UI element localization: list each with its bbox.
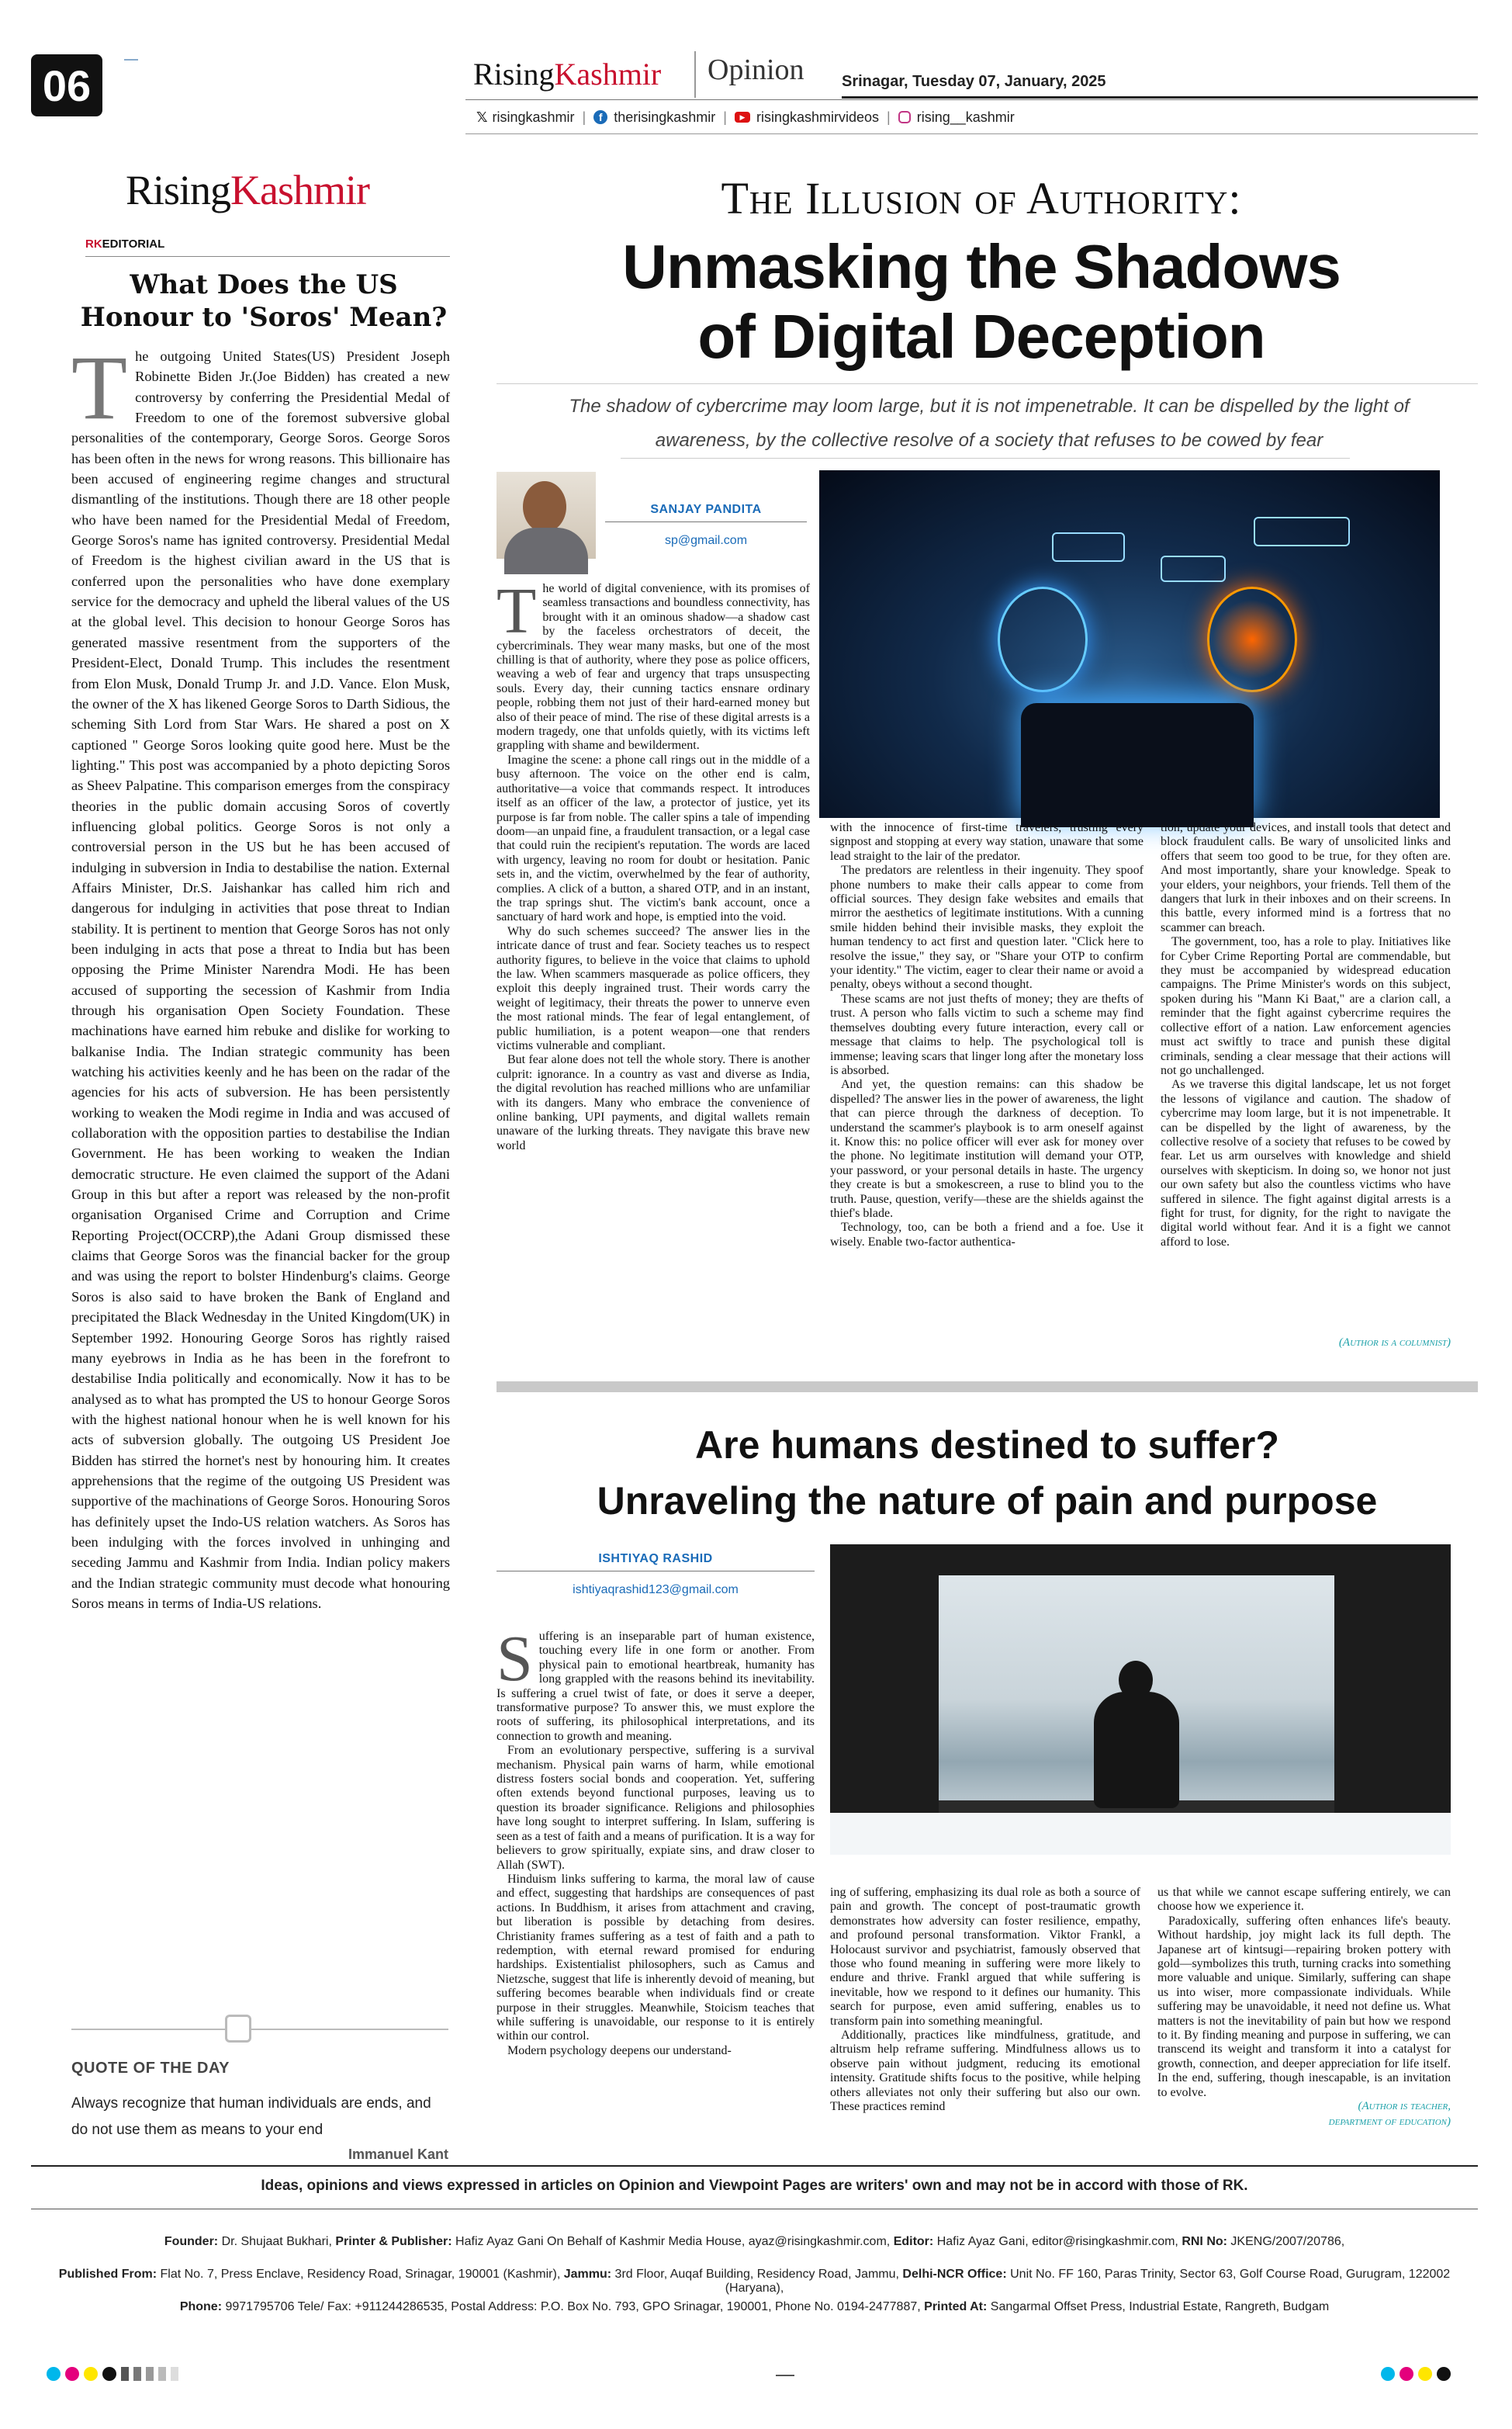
- editorial-tag: [85, 237, 164, 251]
- facebook-icon[interactable]: f: [593, 110, 607, 124]
- image-head-right: [1207, 587, 1297, 692]
- article1-dropcap: T: [497, 575, 537, 647]
- article2-email[interactable]: ishtiyaqrashid123@gmail.com: [573, 1583, 739, 1596]
- color-swatch: [47, 2367, 61, 2381]
- social-bar: [476, 106, 1015, 129]
- image-bubble: [1052, 532, 1125, 562]
- editorial-tag-rule: [85, 256, 450, 257]
- article1-paragraph: Imagine the scene: a phone call rings out in the middle of a busy afternoon. The voice on the other end is calm, authoritative—a voice that commands respect. It introduces itself as an officer of the law, a protector of justice, yet its purpose is far from noble. The caller spins a tale of impending doom—an unpaid fine, a fraudulent transaction, or a legal case that could ruin the recipient's reputation. The words are laced with urgency, leaving no room for doubt or hesitation. Panic sets in, and the victim, overwhelmed by the fear of authority, complies. A click of a button, a shared OTP, and in an instant, the trap springs shut. The victim's bank account, once a sanctuary of hard work and hope, is emptied into the void.: [497, 753, 810, 924]
- header-double-rule: [842, 96, 1478, 99]
- quote-heading: QUOTE OF THE DAY: [71, 2060, 230, 2077]
- article2-col2: [830, 1886, 1140, 2114]
- article2-paragraph: us that while we cannot escape suffering entirely, we can choose how we experience it.: [1157, 1886, 1451, 1914]
- imprint-text: 3rd Floor, Auqaf Building, Residency Road, Jammu,: [614, 2268, 899, 2281]
- article2-note-line2: department of education): [1328, 2115, 1451, 2128]
- article1-standfirst: The shadow of cybercrime may loom large, but it is not impenetrable. It can be dispelled by the light of awareness, by the collective resolve of a society that refuses to be cowed by fear: [569, 396, 1410, 451]
- standfirst-bottom-rule: [621, 458, 1350, 459]
- color-swatch: [1400, 2367, 1413, 2381]
- article2-note-line1: (Author is teacher,: [1358, 2100, 1451, 2112]
- article1-paragraph: Technology, too, can be both a friend and a foe. Use it wisely. Enable two-factor authentica-: [830, 1221, 1144, 1249]
- header-bottom-rule: [465, 133, 1478, 134]
- instagram-icon[interactable]: [898, 111, 911, 123]
- author-photo-body: [504, 528, 588, 574]
- color-swatch: [102, 2367, 116, 2381]
- article1-paragraph: But fear alone does not tell the whole story. There is another culprit: ignorance. In a country as vast and diverse as India, the digital revolution has reached millions who are unfamiliar with its dangers. Many who embrace the convenience of online banking, UPI payments, and digital wallets remain unaware of the lurking threats. They navigate this brave new world: [497, 1053, 810, 1152]
- separator: |: [723, 109, 727, 125]
- section-name: Opinion: [708, 54, 804, 86]
- imprint-label: RNI No:: [1182, 2235, 1227, 2248]
- color-bar-left: [47, 2367, 178, 2382]
- quote-icon: [225, 2015, 251, 2043]
- window-bar: [939, 1544, 1334, 1575]
- article1-title-line1: Unmasking the Shadows: [622, 232, 1341, 301]
- editorial-title: What Does the US Honour to 'Soros' Mean?: [80, 269, 448, 333]
- color-swatch: [65, 2367, 79, 2381]
- youtube-icon[interactable]: ▶: [735, 112, 750, 123]
- window-frame-left: [830, 1544, 939, 1855]
- quote-author: Immanuel Kant: [348, 2147, 448, 2162]
- imprint-line1: [31, 2235, 1478, 2249]
- imprint-label: Published From:: [58, 2268, 157, 2281]
- article2-title-line2: Unraveling the nature of pain and purpose: [597, 1479, 1378, 1523]
- article1-col3: [1161, 821, 1451, 1333]
- author-photo-head: [523, 481, 566, 532]
- article2-dropcap: S: [497, 1623, 533, 1695]
- section-separator: [497, 1381, 1478, 1392]
- editorial-brand-b: Kashmir: [230, 167, 370, 213]
- article2-title-line1: Are humans destined to suffer?: [695, 1423, 1279, 1467]
- separator: |: [887, 109, 891, 125]
- article2-paragraph: Additionally, practices like mindfulness, gratitude, and altruism help reframe suffering. Mindfulness allows us to observe pain without judgment, reducing its emotional intensity. Gratitude shifts focus to the positive, while helping others alleviates not only their suffering but also our own. These practices remind: [830, 2029, 1140, 2114]
- color-swatch: [1418, 2367, 1432, 2381]
- imprint-text: JKENG/2007/20786,: [1230, 2235, 1345, 2248]
- color-swatch: [121, 2367, 129, 2381]
- color-swatch: [84, 2367, 98, 2381]
- editorial-tag-label: EDITORIAL: [102, 237, 165, 251]
- article1-kicker: The Illusion of Authority:: [721, 173, 1242, 223]
- social-handle-youtube[interactable]: risingkashmirvideos: [756, 109, 880, 125]
- article2-paragraph: uffering is an inseparable part of human existence, touching every life in one form or another. From physical pain to emotional heartbreak, humanity has long grappled with the reasons behind its inevitability. Is suffering a cruel twist of fate, or does it serve a deeper, transformative purpose? To answer this, we must explore the roots of suffering, its philosophical interpretations, and its connection to growth and meaning.: [497, 1630, 815, 1743]
- masthead-divider: [694, 51, 696, 98]
- imprint-text: Hafiz Ayaz Gani, editor@risingkashmir.com,: [936, 2235, 1178, 2248]
- footer-top-rule: [31, 2165, 1478, 2167]
- imprint-text: 9971795706 Tele/ Fax: +911244286535, Postal Address: P.O. Box No. 793, GPO Srinagar, 190001, Phone No. 0194-2477887,: [225, 2300, 921, 2313]
- article1-email[interactable]: sp@gmail.com: [664, 534, 748, 547]
- article2-paragraph: ing of suffering, emphasizing its dual role as both a source of pain and growth. The concept of post-traumatic growth demonstrates how adversity can foster resilience, empathy, and profound personal transformation. Viktor Frankl, a Holocaust survivor and psychiatrist, famously observed that those who found meaning in suffering were more likely to endure and thrive. Frankl argued that while suffering is inevitable, how we respond to it defines our humanity. This search for purpose, even amid suffering, enables us to transform pain into something meaningful.: [830, 1886, 1140, 2028]
- masthead-brand: [473, 56, 661, 92]
- imprint-line3: [31, 2300, 1478, 2314]
- article2-image: [830, 1544, 1451, 1855]
- imprint-line2: [31, 2268, 1478, 2296]
- page-number: 06: [42, 61, 92, 110]
- editorial-brand-a: Rising: [126, 167, 231, 213]
- image-head-left: [998, 587, 1088, 692]
- imprint-label: Printer & Publisher:: [335, 2235, 452, 2248]
- author-photo: [497, 472, 596, 559]
- masthead-brand-b: Kashmir: [554, 57, 662, 92]
- social-handle-facebook[interactable]: therisingkashmir: [614, 109, 716, 125]
- color-swatch: [171, 2367, 178, 2381]
- standfirst-top-rule: [497, 383, 1478, 384]
- window-frame-right: [1334, 1544, 1451, 1855]
- imprint-label: Founder:: [164, 2235, 219, 2248]
- article1-note: (Author is a columnist): [1338, 1336, 1451, 1349]
- image-phone: [1021, 703, 1254, 827]
- disclaimer: Ideas, opinions and views expressed in articles on Opinion and Viewpoint Pages are writers' own and may not be in accord with those of RK.: [261, 2178, 1248, 2194]
- article1-col2: [830, 821, 1144, 1364]
- article1-author: SANJAY PANDITA: [650, 503, 762, 516]
- article2-paragraph: Hinduism links suffering to karma, the moral law of cause and effect, suggesting that hardships are consequences of past actions. In Buddhism, it arises from attachment and craving, but liberation is possible by detaching from desires. Christianity frames suffering as a test of faith and a path to redemption, with eternal reward promised for enduring hardships. Existentialist philosophers, such as Camus and Nietzsche, suggest that life is inherently devoid of meaning, but suffering becomes bearable when individuals find or create purpose in their struggles. Meanwhile, Stoicism teaches that while suffering is unavoidable, our response to it is entirely within our control.: [497, 1872, 815, 2043]
- color-swatch: [133, 2367, 141, 2381]
- editorial-brand: [126, 166, 369, 214]
- editorial-tag-rk: RK: [85, 237, 102, 251]
- author-rule: [605, 521, 807, 522]
- social-handle-instagram[interactable]: rising__kashmir: [916, 109, 1015, 125]
- masthead-brand-a: Rising: [473, 57, 555, 92]
- dateline: Srinagar, Tuesday 07, January, 2025: [842, 73, 1106, 90]
- imprint-text: Flat No. 7, Press Enclave, Residency Road, Srinagar, 190001 (Kashmir),: [160, 2268, 561, 2281]
- imprint-text: Dr. Shujaat Bukhari,: [221, 2235, 332, 2248]
- article2-author: ISHTIYAQ RASHID: [598, 1552, 713, 1565]
- image-bubble: [1254, 517, 1350, 546]
- imprint-label: Jammu:: [563, 2268, 612, 2281]
- article1-paragraph: tion, update your devices, and install tools that detect and block fraudulent calls. Be wary of unsolicited links and offers that seem too good to be true, for they often are. And most importantly, share your knowledge. Speak to your elders, your neighbors, your friends. Tell them of the dangers that lurk in their inboxes and on their screens. In this battle, every informed mind is a fortress that no scammer can breach.: [1161, 821, 1451, 934]
- article1-paragraph: Why do such schemes succeed? The answer lies in the intricate dance of trust and fear. Society teaches us to respect authority figures, to believe in the voice that claims to uphold the law. When scammers masquerade as police officers, they exploit this deeply ingrained trust. Their words carry the weight of legitimacy, their threats the power to unnerve even the most rational minds. The fear of legal entanglement, of public humiliation, is a potent weapon—one that renders victims vulnerable and compliant.: [497, 924, 810, 1052]
- snow-ledge: [830, 1813, 1451, 1855]
- imprint-text: Hafiz Ayaz Gani On Behalf of Kashmir Media House, ayaz@risingkashmir.com,: [455, 2235, 891, 2248]
- quote-text: Always recognize that human individuals are ends, and do not use them as means to your end: [71, 2095, 431, 2138]
- color-swatch: [146, 2367, 154, 2381]
- article1-paragraph: These scams are not just thefts of money; they are thefts of trust. A person who falls victim to such a scheme may find themselves doubting every future interaction, every call or message that claims to help. The psychological toll is immense; leaving scars that linger long after the monetary loss is absorbed.: [830, 992, 1144, 1077]
- color-swatch: [1437, 2367, 1451, 2381]
- article1-paragraph: with the innocence of first-time travelers, trusting every signpost and stopping at every way station, unaware that some lead straight to the lair of the predator.: [830, 821, 1144, 863]
- article1-image: [819, 470, 1440, 818]
- imprint-label: Phone:: [179, 2300, 223, 2313]
- color-swatch: [1381, 2367, 1395, 2381]
- imprint-label: Delhi-NCR Office:: [902, 2268, 1007, 2281]
- registration-mark-bottom: [776, 2375, 794, 2376]
- imprint-label: Printed At:: [924, 2300, 988, 2313]
- page-number-box: [31, 54, 102, 116]
- x-icon[interactable]: 𝕏: [476, 109, 488, 125]
- article2-paragraph: From an evolutionary perspective, suffering is a survival mechanism. Physical pain warns of harm, while emotional distress fosters social bonds and cooperation. Yet, suffering often extends beyond functional purposes, leaving us to question its broader significance. Religions and philosophies have long sought to interpret suffering. In Islam, suffering is seen as a test of faith and a means of purification. It is a way for believers to grow spiritually, expiate sins, and draw closer to Allah (SWT).: [497, 1744, 815, 1872]
- quote-top-rule: [71, 2029, 448, 2030]
- color-swatch: [158, 2367, 166, 2381]
- header-rule-thin: [465, 99, 1478, 100]
- article1-paragraph: As we traverse this digital landscape, let us not forget the lessons of vigilance and caution. The shadow of cybercrime may loom large, but it is not impenetrable. It can be dispelled by the light of awareness, by the collective resolve of a society that refuses to be cowed by fear. Let us arm ourselves with knowledge and shield ourselves with skepticism. In doing so, we honor not just our own safety but also the countless victims who have suffered in silence. The fight against digital arrests is a fight for trust, for dignity, for the right to navigate the digital world without fear. And it is a fight we cannot afford to lose.: [1161, 1078, 1451, 1249]
- article1-paragraph: The predators are relentless in their ingenuity. They spoof phone numbers to make their calls appear to come from official sources. They design fake websites and emails that mirror the aesthetics of legitimate institutions. With a cunning smile hidden behind their invisible masks, they exploit the human tendency to act first and question later. "Click here to resolve the issue," they say, or "Share your OTP to confirm your identity." The victim, eager to clear their name or avoid a penalty, obeys without a second thought.: [830, 864, 1144, 992]
- social-handle-x[interactable]: risingkashmir: [492, 109, 575, 125]
- separator: |: [582, 109, 586, 125]
- editorial-dropcap: T: [71, 337, 128, 438]
- article1-paragraph: The government, too, has a role to play. Initiatives like for Cyber Crime Reporting Portal are commendable, but they must be accompanied by widespread education campaigns. The Prime Minister's words on this subject, spoken during his "Mann Ki Baat," are a clarion call, a reminder that the fight against cybercrime requires the collective effort of a nation. Law enforcement agencies must act swiftly to trace and punish these digital criminals, sending a clear message that their actions will not go unchallenged.: [1161, 935, 1451, 1077]
- imprint-label: Editor:: [893, 2235, 934, 2248]
- editorial-text: he outgoing United States(US) President Joseph Robinette Biden Jr.(Joe Bidden) has created a new controversy by conferring the Presidential Medal of Freedom to one of the foremost subversive global personalities of the contemporary, George Soros. George Soros has been often in the news for wrong reasons. This billionaire has been accused of engineering regime changes and structural dismantling of the institutions. Though there are 18 other people who have been named for the Presidential Medal of Freedom, George Soros's name has ignited controversy. Presidential Medal of Freedom is the highest civilian award in the US that is conferred upon the personalities who have done exemplary service for the democracy and upheld the liberal values of the US at the global level. This decision to honour George Soros has generated massive resentment from the supporters of the President-Elect, Donald Trump. This includes the resentment from Elon Musk, Donald Trump Jr. and J.D. Vance. Elon Musk, the owner of the X has likened George Soros to Darth Sidious, the scheming Sith Lord from Star Wars. He shared a post on X captioned " George Soros looking quite good here. Must be the lighting." This post was accompanied by a photo depicting Soros as Sheev Palpatine. This comparison emerges from the conspiracy theories in the public domain accusing Soros of covertly influencing global politics. George Soros is not only a controversial person in the US but he has been accused of indulging in subversion in India to destabilise the nation. External Affairs Minister, Dr.S. Jaishankar has called him rich and dangerous for indulging in activities that pose threat to Indian stability. It is pertinent to mention that George Soros has not only been indulging in acts that pose a threat to India but has been opposing the Prime Minister Narendra Modi. He has been accused of supporting the secession of Kashmir from India through his organisation Open Society Foundation. These machinations have earned him rebuke and dislike for working to balkanise India. The Indian strategic community has been watching his activities keenly and he has been on the radar of the agencies for his acts of subversion. He has been persistently working to weaken the Modi regime in India and was accused of collaboration with the opposition parties to destabilise the Indian Government. He has been working to weaken the Indian democratic structure. He even claimed the support of the Adani Group in this but after a report was released by the non-profit organisation Organised Crime and Corruption and Crime Reporting Project(OCCRP),the Adani Group dismissed these claims that George Soros was the financial backer for the group and was using the report to bolster Hindenburg's claims. George Soros is also said to have broken the Bank of England and precipitated the Black Wednesday in the United Kingdom(UK) in September 1992. Honouring George Soros has rightly raised many eyebrows in India as he has been in the forefront to destabilise India politically and economically. Now it has to be analysed as to what has prompted the US to honour George Soros with the highest national honour when he is well known for his acts of subversion globally. The outgoing US President Joe Bidden has stirred the hornet's nest by honouring him. It creates apprehensions that the regime of the outgoing US President was supportive of the machinations of George Soros. Honouring Soros has definitely upset the Indo-US relation watchers. As Soros has been indulging with the forces involved in unhinging and seceding Jammu and Kashmir from India. Indian policy makers and the Indian strategic community must decode what honouring Soros means in terms of India-US relations.: [71, 348, 450, 1611]
- person-silhouette-body: [1094, 1692, 1179, 1808]
- article1-paragraph: And yet, the question remains: can this shadow be dispelled? The answer lies in the power of awareness, the light that can pierce through the darkness of deception. To understand the scammer's playbook is to arm oneself against it. Know this: no police officer will ever ask for money over the phone. No legitimate institution will demand your OTP, your password, or your personal details in haste. The urgency they create is but a smokescreen, a ruse to blind you to the truth. Pause, question, verify—these are the shields against the thief's blade.: [830, 1078, 1144, 1220]
- article2-paragraph: Paradoxically, suffering often enhances life's beauty. Without hardship, joy might lack its full depth. The Japanese art of kintsugi—repairing broken pottery with gold—symbolizes this truth, turning cracks into something more valuable and unique. Similarly, suffering can shape us into wiser, more compassionate individuals. While suffering may be unavoidable, it need not define us. What matters is not the inevitability of pain but how we respond to it. By finding meaning and purpose in suffering, we can transcend its weight and transform it into a catalyst for growth, connection, and deeper appreciation for life itself. In the end, suffering, though inescapable, is an invitation to evolve.: [1157, 1914, 1451, 2099]
- imprint-text: Unit No. FF 160, Paras Trinity, Sector 63, Golf Course Road, Gurugram, 122002 (Haryana),: [725, 2268, 1451, 2295]
- image-bubble: [1161, 556, 1226, 582]
- article2-paragraph: Modern psychology deepens our understand-: [507, 2043, 732, 2057]
- article1-col1: [497, 575, 810, 1366]
- imprint-text: Sangarmal Offset Press, Industrial Estate, Rangreth, Budgam: [990, 2300, 1330, 2313]
- article2-col3: [1157, 1886, 1451, 2097]
- editorial-body: [71, 337, 450, 1999]
- article1-title-line2: of Digital Deception: [697, 302, 1265, 371]
- article1-paragraph: he world of digital convenience, with its promises of seamless transactions and boundless connectivity, has brought with it an ominous shadow—a shadow cast by the faceless orchestrators of deceit, the cybercriminals. They wear many masks, but one of the most chilling is that of authority, where they pose as police officers, weaving a web of fear and urgency that traps unsuspecting souls. Every day, their cunning tactics ensnare ordinary people, robbing them not just of their hard-earned money but also of their peace of mind. The rise of these digital arrests is a modern tragedy, one that unfolds quietly, with its victims left grappling with shame and bewilderment.: [497, 582, 810, 753]
- registration-mark: [124, 59, 138, 61]
- color-bar-right: [1381, 2367, 1451, 2382]
- article2-col1: [497, 1623, 815, 2088]
